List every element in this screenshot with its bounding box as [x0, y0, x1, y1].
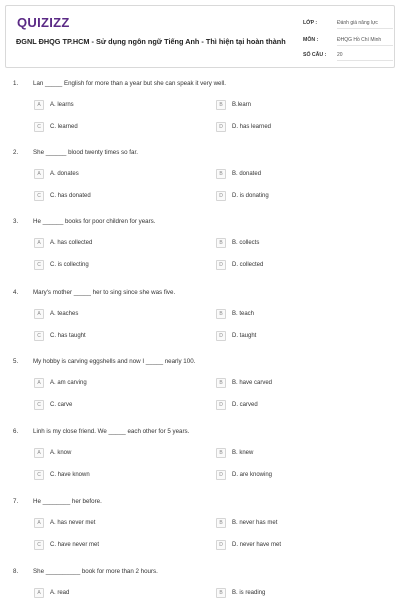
question-number: 8. — [13, 568, 19, 575]
option-c[interactable] — [34, 190, 91, 202]
option-letter-box[interactable]: A — [34, 169, 44, 179]
option-text: B. donated — [232, 171, 262, 177]
option-letter-box[interactable]: D — [216, 470, 226, 480]
option-letter-box[interactable]: C — [34, 470, 44, 480]
option-letter-box[interactable]: D — [216, 260, 226, 270]
option-b[interactable] — [216, 377, 272, 389]
option-text: B. knew — [232, 450, 254, 456]
option-letter-box[interactable]: B — [216, 448, 226, 458]
class-label: LỚP : — [303, 20, 318, 26]
question-6 — [0, 428, 400, 494]
option-text: D. are knowing — [232, 472, 273, 478]
option-a[interactable] — [34, 99, 74, 111]
option-a[interactable] — [34, 517, 95, 529]
option-text: A. know — [50, 450, 72, 456]
question-7 — [0, 498, 400, 564]
subject-field — [303, 37, 398, 48]
option-letter-box[interactable]: C — [34, 331, 44, 341]
option-text: D. carved — [232, 402, 258, 408]
question-count-field — [303, 52, 398, 63]
class-value: Đánh giá năng lực — [337, 20, 393, 29]
option-letter-box[interactable]: A — [34, 518, 44, 528]
option-letter-box[interactable]: A — [34, 588, 44, 598]
option-text: B. is reading — [232, 590, 266, 596]
option-b[interactable] — [216, 517, 277, 529]
question-text: He ________ her before. — [33, 498, 102, 505]
question-text: Lan _____ English for more than a year but she can speak it very well. — [33, 80, 226, 87]
option-letter-box[interactable]: B — [216, 588, 226, 598]
option-text: A. donates — [50, 171, 79, 177]
option-d[interactable] — [216, 121, 271, 133]
option-text: B. never has met — [232, 520, 278, 526]
option-letter-box[interactable]: D — [216, 122, 226, 132]
option-letter-box[interactable]: B — [216, 378, 226, 388]
question-number: 7. — [13, 498, 19, 505]
option-letter-box[interactable]: C — [34, 260, 44, 270]
option-text: B. collects — [232, 240, 260, 246]
question-3 — [0, 218, 400, 284]
option-c[interactable] — [34, 330, 86, 342]
question-count-value: 20 — [337, 52, 393, 61]
option-text: D. is donating — [232, 193, 269, 199]
option-b[interactable] — [216, 587, 265, 599]
class-field — [303, 20, 398, 31]
question-count-label: SỐ CÂU : — [303, 52, 327, 58]
question-number: 2. — [13, 149, 19, 156]
option-text: C. have known — [50, 472, 90, 478]
option-letter-box[interactable]: C — [34, 122, 44, 132]
option-letter-box[interactable]: B — [216, 518, 226, 528]
option-letter-box[interactable]: C — [34, 400, 44, 410]
option-letter-box[interactable]: A — [34, 238, 44, 248]
question-4 — [0, 289, 400, 355]
option-b[interactable] — [216, 168, 261, 180]
option-text: D. never have met — [232, 542, 282, 548]
question-2 — [0, 149, 400, 215]
question-text: Mary's mother _____ her to sing since she was five. — [33, 289, 176, 296]
worksheet-title: ĐGNL ĐHQG TP.HCM - Sử dụng ngôn ngữ Tiếng Anh - Thì hiện tại hoàn thành — [16, 37, 286, 46]
option-a[interactable] — [34, 237, 92, 249]
option-a[interactable] — [34, 447, 71, 459]
option-text: B. teach — [232, 311, 255, 317]
option-text: A. am carving — [50, 380, 87, 386]
option-letter-box[interactable]: A — [34, 100, 44, 110]
option-letter-box[interactable]: D — [216, 191, 226, 201]
subject-label: MÔN : — [303, 37, 319, 43]
option-letter-box[interactable]: A — [34, 309, 44, 319]
question-text: Linh is my close friend. We _____ each other for 5 years. — [33, 428, 190, 435]
option-text: A. read — [50, 590, 70, 596]
option-c[interactable] — [34, 469, 90, 481]
question-5 — [0, 358, 400, 424]
option-c[interactable] — [34, 539, 99, 551]
option-text: C. have never met — [50, 542, 100, 548]
option-text: C. has taught — [50, 333, 86, 339]
option-a[interactable] — [34, 168, 79, 180]
option-letter-box[interactable]: A — [34, 378, 44, 388]
option-d[interactable] — [216, 259, 263, 271]
option-d[interactable] — [216, 190, 269, 202]
option-text: C. learned — [50, 124, 78, 130]
option-text: D. collected — [232, 262, 264, 268]
option-a[interactable] — [34, 377, 87, 389]
question-1 — [0, 80, 400, 146]
option-a[interactable] — [34, 587, 69, 599]
option-a[interactable] — [34, 308, 78, 320]
option-d[interactable] — [216, 469, 272, 481]
option-b[interactable] — [216, 308, 254, 320]
option-d[interactable] — [216, 539, 281, 551]
question-text: My hobby is carving eggshells and now I _____ nearly 100. — [33, 358, 196, 365]
option-text: C. carve — [50, 402, 73, 408]
option-c[interactable] — [34, 259, 89, 271]
worksheet-header — [5, 5, 395, 68]
option-text: C. is collecting — [50, 262, 89, 268]
question-text: He ______ books for poor children for years. — [33, 218, 156, 225]
option-b[interactable] — [216, 99, 251, 111]
option-text: B.learn — [232, 102, 252, 108]
option-d[interactable] — [216, 330, 256, 342]
question-number: 5. — [13, 358, 19, 365]
option-text: A. teaches — [50, 311, 79, 317]
option-text: D. taught — [232, 333, 257, 339]
option-b[interactable] — [216, 447, 253, 459]
option-letter-box[interactable]: D — [216, 331, 226, 341]
option-letter-box[interactable]: B — [216, 238, 226, 248]
option-letter-box[interactable]: D — [216, 400, 226, 410]
option-text: A. has never met — [50, 520, 96, 526]
question-number: 6. — [13, 428, 19, 435]
question-8 — [0, 568, 400, 600]
option-text: C. has donated — [50, 193, 91, 199]
option-text: D. has learned — [232, 124, 272, 130]
question-number: 4. — [13, 289, 19, 296]
option-b[interactable] — [216, 237, 259, 249]
question-text: She __________ book for more than 2 hours. — [33, 568, 158, 575]
question-text: She ______ blood twenty times so far. — [33, 149, 138, 156]
quizizz-logo[interactable]: QUIZIZZ — [17, 15, 70, 30]
option-c[interactable] — [34, 121, 78, 133]
option-text: A. has collected — [50, 240, 93, 246]
option-letter-box[interactable]: B — [216, 100, 226, 110]
option-letter-box[interactable]: B — [216, 169, 226, 179]
subject-value: ĐHQG Hồ Chí Minh — [337, 37, 393, 46]
question-number: 1. — [13, 80, 19, 87]
option-letter-box[interactable]: C — [34, 540, 44, 550]
option-letter-box[interactable]: A — [34, 448, 44, 458]
option-letter-box[interactable]: D — [216, 540, 226, 550]
option-letter-box[interactable]: B — [216, 309, 226, 319]
option-letter-box[interactable]: C — [34, 191, 44, 201]
option-c[interactable] — [34, 399, 72, 411]
option-text: B. have carved — [232, 380, 273, 386]
question-number: 3. — [13, 218, 19, 225]
option-d[interactable] — [216, 399, 258, 411]
option-text: A. learns — [50, 102, 74, 108]
